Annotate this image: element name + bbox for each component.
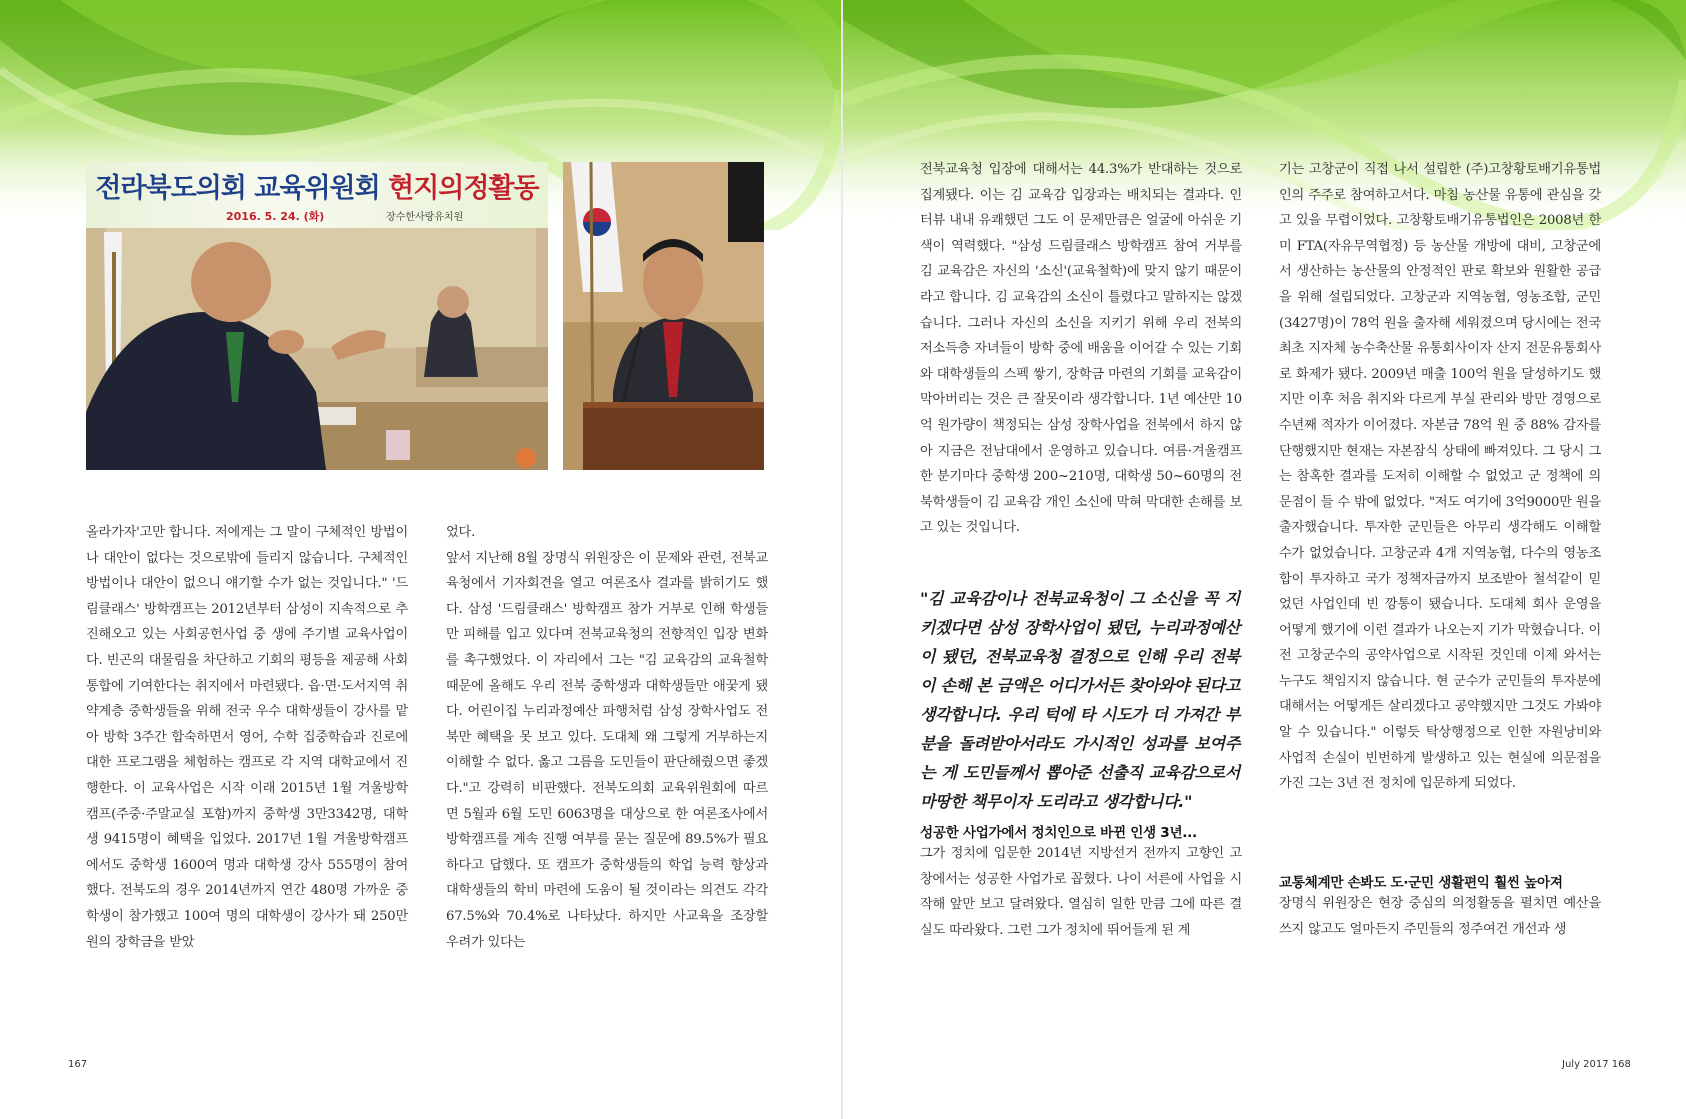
meeting-scene-illustration — [86, 162, 548, 470]
page-number-left: 167 — [68, 1059, 88, 1070]
body-paragraph: 올라가자'고만 합니다. 저에게는 그 말이 구체적인 방법이나 대안이 없다는 것으로밖에 들리지 않습니다. 구체적인 방법이나 대안이 없으니 얘기할 수가 없는 것입니다." '드림클래스' 방학캠프는 2012년부터 삼성이 지속적으로 추진해오고 있는 사회공헌사업 중 생에 주기별 교육사업이다. 빈곤의 대물림을 차단하고 기회의 평등을 제공해 사회통합에 기여한다는 취지에서 마련됐다. 읍·면·도서지역 취약계층 중학생들을 위해 전국 우수 대학생들이 강사를 맡아 방학 3주간 합숙하면서 영어, 수학 집중학습과 진로에 대한 프로그램을 체험하는 캠프로 각 지역 대학교에서 진행한다. 이 교육사업은 시작 이래 2015년 1월 겨울방학캠프(주중·주말교실 포함)까지 중학생 3만3342명, 대학생 9415명이 혜택을 입었다. 2017년 1월 겨울방학캠프에서도 중학생 1600여 명과 대학생 강사 555명이 참여했다. 전북도의 경우 2014년까지 연간 480명 가까운 중학생이 참가했고 100여 명의 대학생이 강사가 돼 250만 원의 장학금을 받았 — [86, 525, 408, 950]
meeting-photo — [86, 162, 548, 470]
article-column-1 — [86, 520, 408, 955]
page-number-right: July 2017 168 — [1562, 1059, 1631, 1070]
body-paragraph: 앞서 지난해 8월 장명식 위원장은 이 문제와 관련, 전북교육청에서 기자회견을 열고 여론조사 결과를 밝히기도 했다. 삼성 '드림클래스' 방학캠프 참가 거부로 인해 학생들만 피해를 입고 있다며 전북교육청의 전향적인 입장 변화를 촉구했었다. 이 자리에서 그는 "김 교육감의 교육철학 때문에 올해도 우리 전북 중학생과 대학생들만 애꿎게 됐다. 어린이집 누리과정예산 파행처럼 삼성 장학사업도 전북만 혜택을 못 보고 있다. 도대체 왜 그렇게 거부하는지 이해할 수 없다. 옳고 그름을 도민들이 판단해줬으면 좋겠다."고 강력히 비판했다. 전북도의회 교육위원회에 따르면 5월과 6월 도민 6063명을 대상으로 한 여론조사에서 방학캠프를 계속 진행 여부를 묻는 질문에 89.5%가 필요하다고 답했다. 또 캠프가 중학생들의 학업 능력 향상과 대학생들의 학비 마련에 도움이 될 것이라는 의견도 각각 67.5%와 70.4%로 나타났다. 하지만 사교육을 조장할 우려가 있다는 — [446, 550, 768, 950]
body-paragraph: 전북교육청 입장에 대해서는 44.3%가 반대하는 것으로 집계됐다. 이는 김 교육감 입장과는 배치되는 결과다. 인터뷰 내내 유쾌했던 그도 이 문제만큼은 얼굴에 아쉬운 기색이 역력했다. "삼성 드림클래스 방학캠프 참여 거부를 김 교육감은 자신의 '소신'(교육철학)에 맞지 않기 때문이라고 합니다. 김 교육감의 소신이 틀렸다고 말하지는 않겠습니다. 그러나 자신의 소신을 지키기 위해 우리 전북의 저소득층 자녀들이 방학 중에 배움을 이어갈 수 있는 기회와 대학생들의 스펙 쌓기, 장학금 마련의 기회를 교육감이 막아버리는 것은 큰 잘못이라 생각합니다. 1년 예산만 10억 원가량이 책정되는 삼성 장학사업을 전북에서 하지 않아 지금은 전남대에서 운영하고 있습니다. 여름·겨울캠프 한 분기마다 중학생 200~210명, 대학생 50~60명의 전북학생들이 김 교육감 개인 소신에 막혀 막대한 손해를 보고 있는 것입니다. — [920, 162, 1242, 536]
pull-quote: "김 교육감이나 전북교육청이 그 소신을 꼭 지키겠다면 삼성 장학사업이 됐던, 누리과정예산이 됐던, 전북교육청 결정으로 인해 우리 전북이 손해 본 금액은 어디가서든 찾아와야 된다고 생각합니다. 우리 턱에 타 시도가 더 가져간 부분을 돌려받아서라도 가시적인 성과를 보여주는 게 도민들께서 뽑아준 선출직 교육감으로서 마땅한 책무이자 도리라고 생각합니다." — [920, 589, 1240, 811]
article-column-2 — [446, 520, 768, 955]
body-paragraph: 그가 정치에 입문한 2014년 지방선거 전까지 고향인 고창에서는 성공한 사업가로 꼽혔다. 나이 서른에 사업을 시작해 앞만 보고 달려왔다. 열심히 일한 만큼 그에 따른 결실도 따라왔다. 그런 그가 정치에 뛰어들게 된 계 — [920, 846, 1242, 938]
section-subhead-1: 성공한 사업가에서 정치인으로 바뀐 인생 3년... — [920, 825, 1197, 841]
sign-venue: 장수한사랑유치원 — [386, 212, 464, 223]
body-paragraph: 장명식 위원장은 현장 중심의 의정활동을 펼치면 예산을 쓰지 않고도 얼마든지 주민들의 정주여건 개선과 생 — [1279, 896, 1601, 937]
speaker-illustration — [563, 162, 764, 470]
sign-title-red: 현지의정활동 — [388, 173, 539, 204]
page-gutter — [841, 0, 843, 1119]
podium-photo — [563, 162, 764, 470]
article-column-4 — [1279, 157, 1601, 797]
body-paragraph: 기는 고창군이 직접 나서 설립한 (주)고창황토배기유통법인의 주주로 참여하고서다. 마침 농산물 유통에 관심을 갖고 있을 무렵이었다. 고창황토배기유통법인은 2008년 한미 FTA(자유무역협정) 등 농산물 개방에 대비, 고창군에서 생산하는 농산물의 안정적인 판로 확보와 원활한 공급을 위해 설립되었다. 고창군과 지역농협, 영농조합, 군민(3427명)이 78억 원을 출자해 세워졌으며 당시에는 전국 최초 지자체 농수축산물 유통회사이자 산지 전문유통회사로 화제가 됐다. 2009년 매출 100억 원을 달성하기도 했지만 이후 처음 취지와 다르게 부실 관리와 방만 경영으로 수년째 적자가 이어졌다. 자본금 78억 원 중 88% 감자를 단행했지만 현재는 자본잠식 상태에 빠져있다. 그 당시 그는 참혹한 결과를 도저히 이해할 수 없었고 군 정책에 의문점이 들 수 밖에 없었다. "저도 여기에 3억9000만 원을 출자했습니다. 투자한 군민들은 아무리 생각해도 이해할 수가 없었습니다. 고창군과 4개 지역농협, 다수의 영농조합이 투자하고 국가 정책자금까지 보조받아 철석같이 믿었던 사업인데 빈 깡통이 됐습니다. 도대체 회사 운영을 어떻게 했기에 이런 결과가 나오는지 기가 막혔습니다. 이전 고창군수의 공약사업으로 시작된 것인데 이제 와서는 누구도 책임지지 않습니다. 현 군수가 군민들의 투자분에 대해서는 어떻게든 살리겠다고 공약했지만 그것도 가봐야 알 수 있습니다." 이렇듯 탁상행정으로 인한 자원낭비와 사업적 손실이 빈번하게 발생하고 있는 현실에 의문점을 가진 그는 3년 전 정치에 입문하게 되었다. — [1279, 162, 1601, 792]
sign-date: 2016. 5. 24. (화) — [226, 210, 325, 223]
article-column-3 — [920, 157, 1242, 541]
article-column-4-continued — [1279, 891, 1601, 942]
sign-title-blue: 전라북도의회 교육위원회 — [95, 173, 380, 204]
article-column-3-continued — [920, 841, 1242, 943]
body-paragraph: 었다. — [446, 525, 476, 540]
section-subhead-2: 교통체계만 손봐도 도·군민 생활편익 훨씬 높아져 — [1279, 875, 1563, 891]
